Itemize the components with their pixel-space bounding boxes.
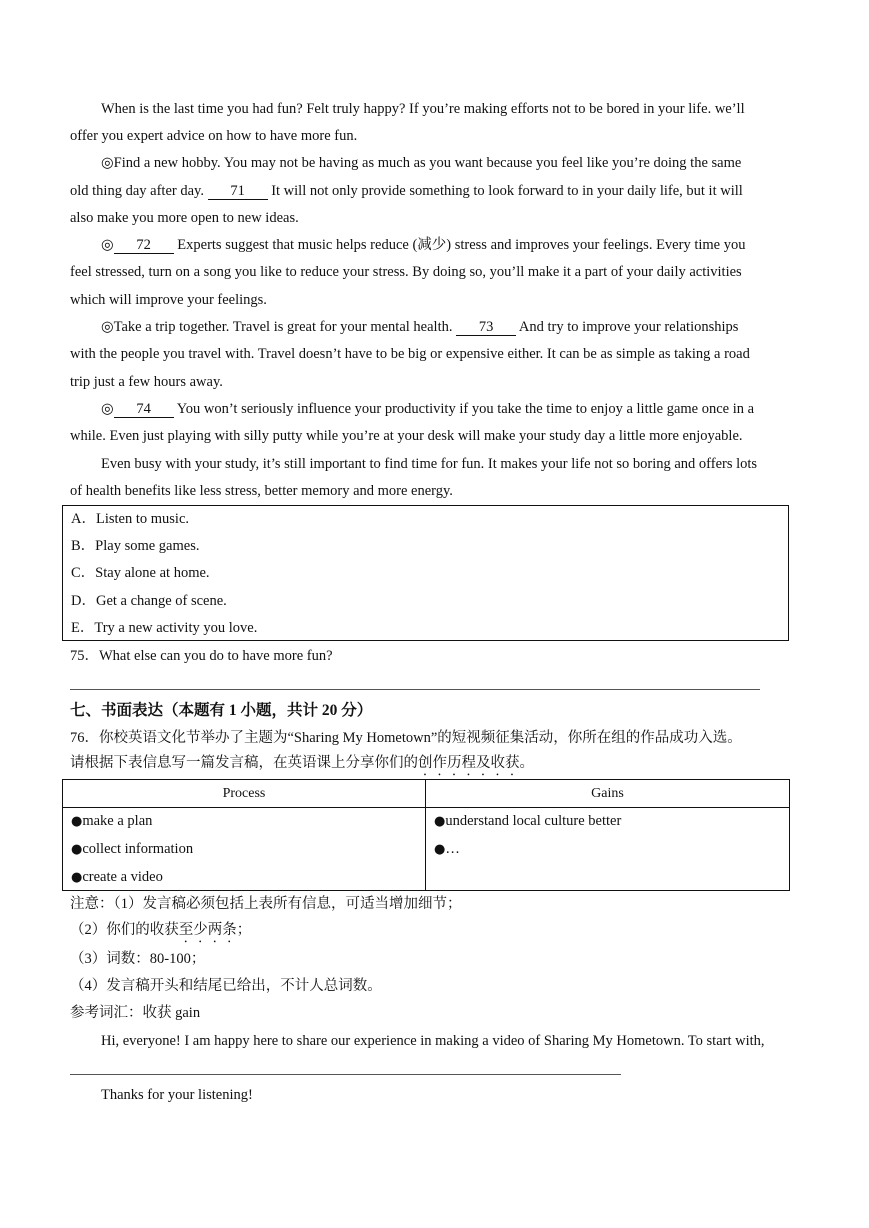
passage-line: with the people you travel with. Travel doesn’t have to be big or expensive either. It can be as simple as taking a road <box>70 346 750 362</box>
process-cell <box>63 808 426 891</box>
question-76: 76．你校英语文化节举办了主题为“Sharing My Hometown”的短视频征集活动，你所在组的作品成功入选。 <box>70 730 742 746</box>
question-text: 。 <box>519 755 534 771</box>
passage-line: which will improve your feelings. <box>70 292 267 308</box>
option-e[interactable]: E．Try a new activity you love. <box>71 620 258 636</box>
process-item: create a video <box>82 869 163 885</box>
passage-line <box>101 399 754 419</box>
table-row <box>63 839 425 860</box>
speech-opening: Hi, everyone! I am happy here to share our experience in making a video of Sharing My Hometown. To start with, <box>101 1033 765 1049</box>
emphasis-text: 创作历程及收获 <box>418 755 520 771</box>
note-2 <box>70 920 251 946</box>
emphasis-text: 至少两条 <box>178 922 237 938</box>
vocab-hint: 参考词汇：收获 gain <box>70 1005 201 1021</box>
option-a[interactable]: A．Listen to music. <box>71 511 190 527</box>
passage-text: Experts suggest that music helps reduce (减少) stress and improves your feelings. Every time you <box>173 237 746 253</box>
option-d[interactable]: D．Get a change of scene. <box>71 593 227 609</box>
option-c[interactable]: C．Stay alone at home. <box>71 565 210 581</box>
gains-cell <box>426 808 790 891</box>
bullet-icon: ● <box>71 842 83 857</box>
bullet-icon: ● <box>71 814 83 829</box>
process-item: collect information <box>82 841 194 857</box>
blank-73[interactable]: 73 <box>456 319 516 336</box>
passage-line <box>70 181 743 201</box>
passage-text: old thing day after day. <box>70 183 208 199</box>
passage-line: Even busy with your study, it’s still important to find time for fun. It makes your life not so boring and offers lots <box>101 456 758 472</box>
table-row <box>63 811 425 832</box>
question-text: 请根据下表信息写一篇发言稿，在英语课上分享你们的 <box>70 755 418 771</box>
table-row <box>426 839 789 860</box>
note-text: （2）你们的收获 <box>70 922 179 938</box>
gains-item: understand local culture better <box>445 813 622 829</box>
blank-72[interactable]: 72 <box>114 237 174 254</box>
answer-line-75[interactable] <box>70 689 760 690</box>
writing-line[interactable] <box>70 1074 621 1075</box>
note-1: 注意：（1）发言稿必须包括上表所有信息，可适当增加细节； <box>70 896 462 912</box>
info-table <box>62 779 790 891</box>
note-3: （3）词数：80-100； <box>70 951 206 967</box>
passage-line: ◎Find a new hobby. You may not be having as much as you want because you feel like you’re doing the same <box>101 155 742 171</box>
note-text: ； <box>236 922 252 938</box>
passage-text: And try to improve your relationships <box>516 319 739 335</box>
process-item: make a plan <box>82 813 153 829</box>
table-row <box>426 811 789 832</box>
passage-line: feel stressed, turn on a song you like to reduce your stress. By doing so, you’ll make it a part of your daily activities <box>70 264 742 280</box>
passage-line: of health benefits like less stress, better memory and more energy. <box>70 483 453 499</box>
note-4: （4）发言稿开头和结尾已给出，不计人总词数。 <box>70 978 382 994</box>
circle-mark: ◎ <box>101 237 114 253</box>
passage-line <box>101 235 745 255</box>
passage-line: trip just a few hours away. <box>70 374 223 390</box>
passage-text: It will not only provide something to look forward to in your daily life, but it will <box>267 183 743 199</box>
passage-line <box>101 317 738 337</box>
circle-mark: ◎ <box>101 401 114 417</box>
question-75: 75．What else can you do to have more fun? <box>70 648 333 664</box>
blank-74[interactable]: 74 <box>114 401 174 418</box>
section-title: 七、书面表达（本题有 1 小题，共计 20 分） <box>70 702 373 719</box>
passage-line: When is the last time you had fun? Felt truly happy? If you’re making efforts not to be bored in your life. we’ll <box>101 101 745 117</box>
passage-text: ◎Take a trip together. Travel is great for your mental health. <box>101 319 457 335</box>
options-box <box>62 505 789 641</box>
option-b[interactable]: B．Play some games. <box>71 538 200 554</box>
speech-closing: Thanks for your listening! <box>101 1087 253 1103</box>
passage-line: also make you more open to new ideas. <box>70 210 299 226</box>
bullet-icon: ● <box>434 814 446 829</box>
blank-71[interactable]: 71 <box>208 183 268 200</box>
passage-line: offer you expert advice on how to have more fun. <box>70 128 358 144</box>
bullet-icon: ● <box>71 870 83 885</box>
passage-text: You won’t seriously influence your productivity if you take the time to enjoy a little game once in a <box>173 401 755 417</box>
table-header-process: Process <box>63 780 426 808</box>
bullet-icon: ● <box>434 842 446 857</box>
passage-line: while. Even just playing with silly putty while you’re at your desk will make your study day a little more enjoyable. <box>70 428 743 444</box>
gains-item: … <box>445 841 460 857</box>
question-76-cont <box>70 753 534 779</box>
table-header-gains: Gains <box>426 780 790 808</box>
table-row <box>63 867 425 888</box>
